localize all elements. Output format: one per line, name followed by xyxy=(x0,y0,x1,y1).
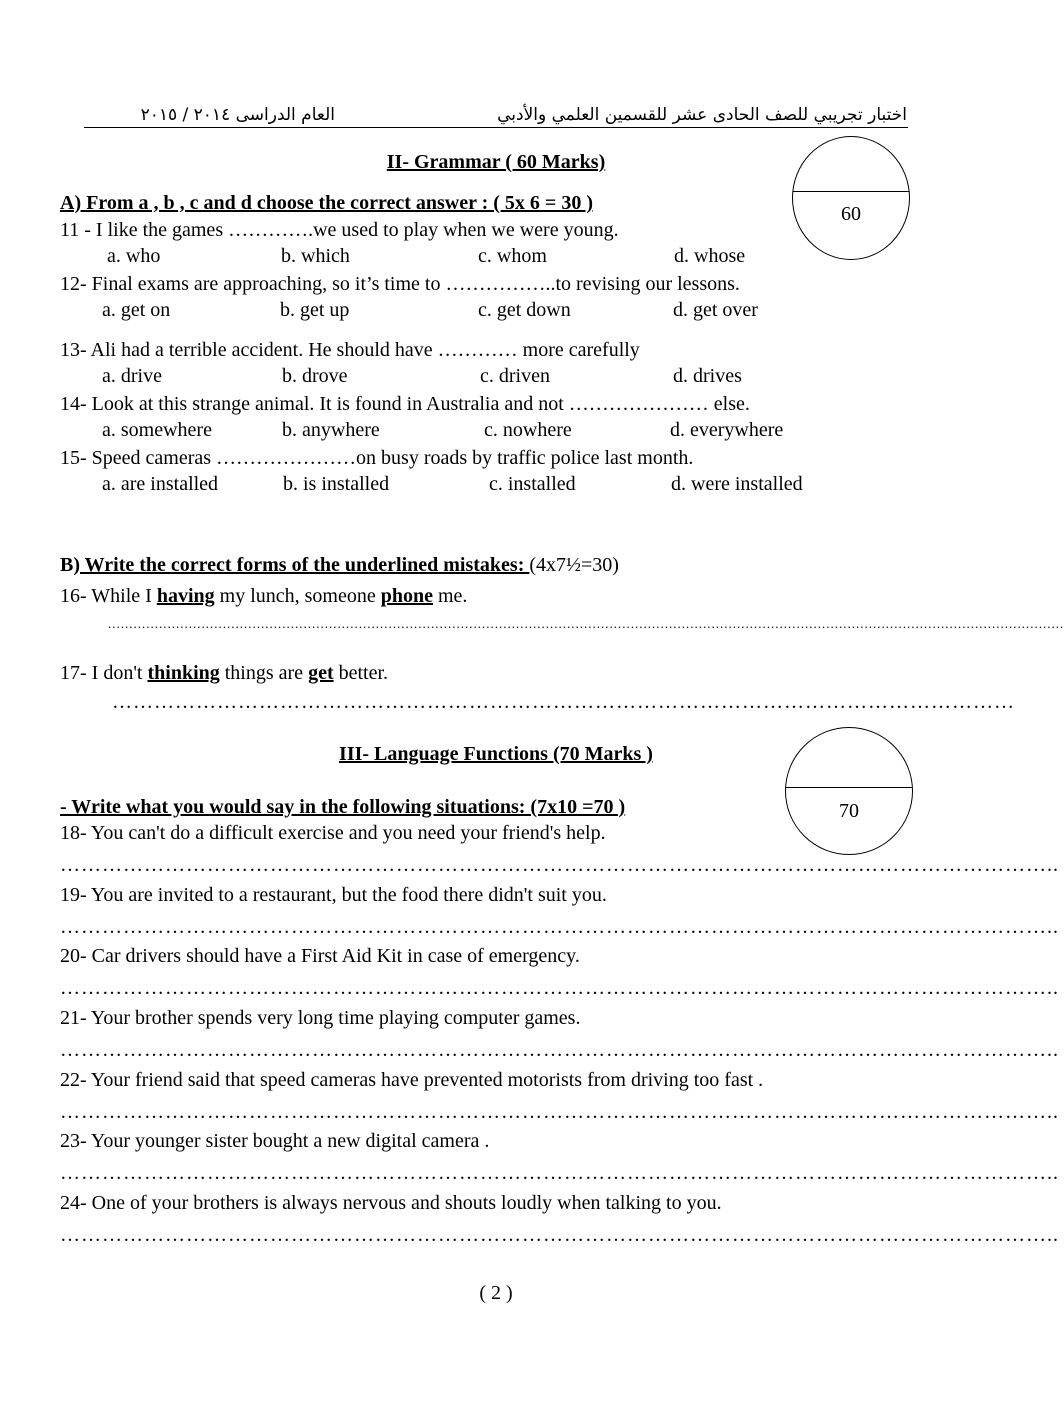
underlined-mistake: phone xyxy=(380,585,433,607)
score-divider xyxy=(786,787,912,788)
question-21: 21- Your brother spends very long time playing computer games. xyxy=(60,1007,581,1029)
option-c[interactable]: c. get down xyxy=(478,299,571,321)
answer-line-22[interactable]: …………………………………………………………………………………………………………………………….. xyxy=(60,1101,1059,1123)
option-d[interactable]: d. whose xyxy=(674,245,746,267)
option-d[interactable]: d. everywhere xyxy=(670,419,784,441)
option-a[interactable]: a. drive xyxy=(102,365,162,387)
question-23: 23- Your younger sister bought a new digital camera . xyxy=(60,1130,490,1152)
option-c[interactable]: c. driven xyxy=(480,365,550,387)
functions-score-circle xyxy=(785,727,913,855)
option-a[interactable]: a. are installed xyxy=(102,473,219,495)
option-d[interactable]: d. were installed xyxy=(671,473,803,495)
q16-text: my lunch, someone xyxy=(214,585,381,607)
functions-title: III- Language Functions (70 Marks ) xyxy=(339,743,653,765)
answer-line-17[interactable]: ………………………………………………………………………………………………………………… xyxy=(112,691,1015,713)
answer-line-16[interactable]: ................................................................................................................................................................................................................................. xyxy=(108,616,1064,631)
part-b-label: B) xyxy=(60,554,80,576)
question-11: 11 - I like the games ………….we used to play when we were young. xyxy=(60,219,619,241)
part-a-heading: A) From a , b , c and d choose the correct answer : ( 5x 6 = 30 ) xyxy=(60,192,593,214)
option-c[interactable]: c. nowhere xyxy=(484,419,572,441)
q16-text: me. xyxy=(432,585,468,607)
q17-text: better. xyxy=(333,662,389,684)
question-22: 22- Your friend said that speed cameras have prevented motorists from driving too fast . xyxy=(60,1069,764,1091)
question-13: 13- Ali had a terrible accident. He should have ………… more carefully xyxy=(60,339,640,361)
question-18: 18- You can't do a difficult exercise and you need your friend's help. xyxy=(60,822,606,844)
part-b-marks: (4x7½=30) xyxy=(529,554,619,576)
q17-text: things are xyxy=(219,662,309,684)
part-b-instruction: Write the correct forms of the underlined mistakes: xyxy=(80,554,530,576)
option-a[interactable]: a. somewhere xyxy=(102,419,212,441)
option-c[interactable]: c. installed xyxy=(489,473,576,495)
answer-line-23[interactable]: …………………………………………………………………………………………………………………………….. xyxy=(60,1162,1059,1184)
underlined-mistake: thinking xyxy=(147,662,220,684)
option-b[interactable]: b. drove xyxy=(282,365,348,387)
question-12: 12- Final exams are approaching, so it’s time to ……………..to revising our lessons. xyxy=(60,273,740,295)
answer-line-19[interactable]: …………………………………………………………………………………………………………………………….. xyxy=(60,916,1059,938)
grammar-score-circle xyxy=(792,136,910,260)
functions-heading: - Write what you would say in the following situations: (7x10 =70 ) xyxy=(60,796,626,818)
score-divider xyxy=(793,191,909,192)
option-a[interactable]: a. get on xyxy=(102,299,171,321)
option-c[interactable]: c. whom xyxy=(478,245,547,267)
grammar-score: 60 xyxy=(841,203,861,225)
underlined-mistake: get xyxy=(308,662,334,684)
question-17 xyxy=(60,661,388,685)
page-number: ( 2 ) xyxy=(479,1282,513,1304)
answer-line-24[interactable]: …………………………………………………………………………………………………………………………….. xyxy=(60,1224,1059,1246)
question-15: 15- Speed cameras …………………on busy roads by traffic police last month. xyxy=(60,447,694,469)
option-a[interactable]: a. who xyxy=(107,245,161,267)
question-20: 20- Car drivers should have a First Aid Kit in case of emergency. xyxy=(60,945,580,967)
q17-text: 17- I don't xyxy=(60,662,148,684)
header-rule xyxy=(84,127,908,128)
question-14: 14- Look at this strange animal. It is found in Australia and not ………………… else. xyxy=(60,393,750,415)
option-b[interactable]: b. which xyxy=(281,245,350,267)
option-b[interactable]: b. anywhere xyxy=(282,419,380,441)
academic-year: العام الدراسى ٢٠١٤ / ٢٠١٥ xyxy=(140,105,335,125)
q16-text: 16- While I xyxy=(60,585,157,607)
option-b[interactable]: b. get up xyxy=(280,299,350,321)
underlined-mistake: having xyxy=(156,585,215,607)
answer-line-18[interactable]: …………………………………………………………………………………………………………………………….. xyxy=(60,854,1059,876)
grammar-title: II- Grammar ( 60 Marks) xyxy=(386,151,606,173)
answer-line-20[interactable]: …………………………………………………………………………………………………………………………….. xyxy=(60,977,1059,999)
option-d[interactable]: d. get over xyxy=(673,299,758,321)
question-16 xyxy=(60,584,467,608)
option-b[interactable]: b. is installed xyxy=(283,473,390,495)
option-d[interactable]: d. drives xyxy=(673,365,742,387)
question-24: 24- One of your brothers is always nervous and shouts loudly when talking to you. xyxy=(60,1192,722,1214)
exam-title: اختبار تجريبي للصف الحادى عشر للقسمين العلمي والأدبي xyxy=(497,105,907,125)
answer-line-21[interactable]: …………………………………………………………………………………………………………………………….. xyxy=(60,1039,1059,1061)
question-19: 19- You are invited to a restaurant, but the food there didn't suit you. xyxy=(60,884,607,906)
part-b-heading xyxy=(60,553,619,577)
functions-score: 70 xyxy=(839,800,859,822)
